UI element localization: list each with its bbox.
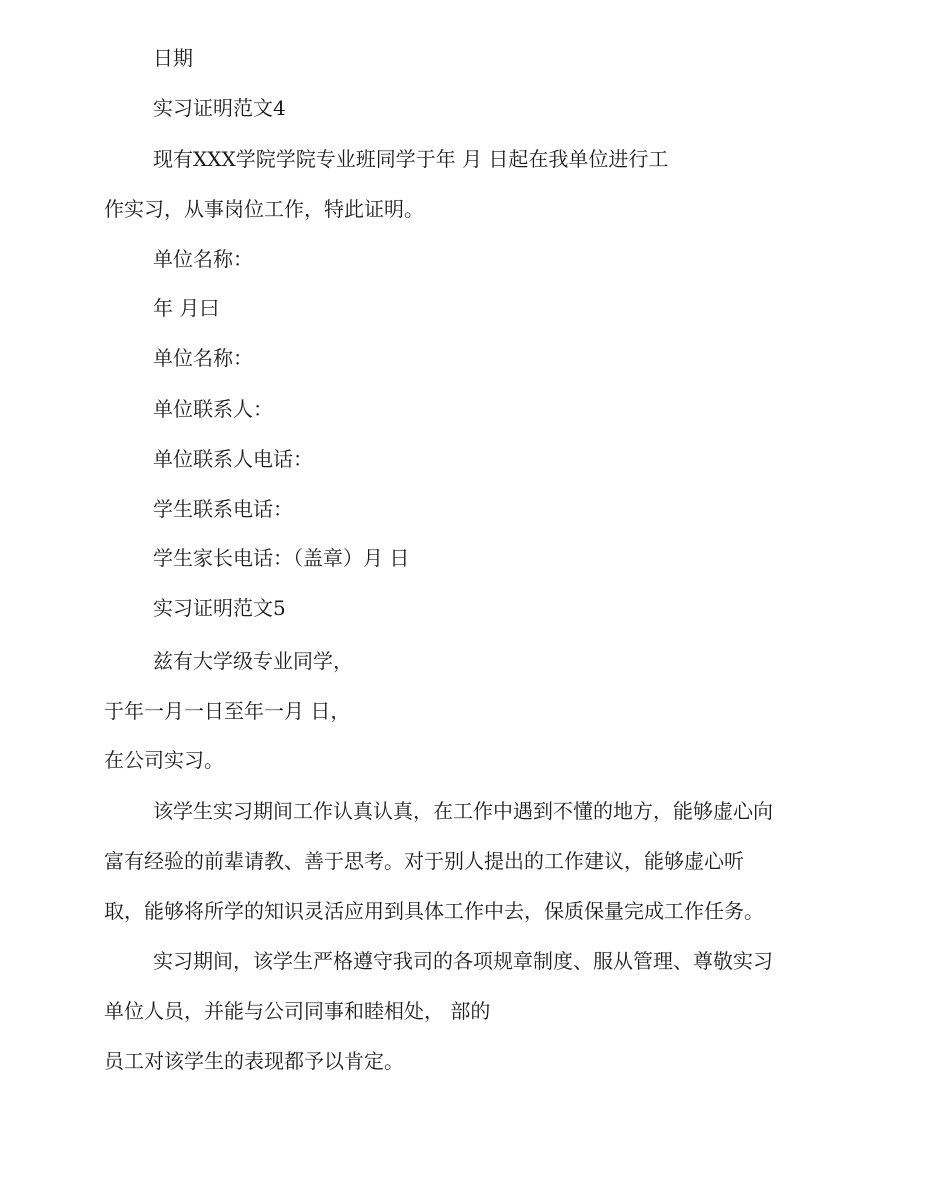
parent-phone-label: 学生家长电话：（盖章）月 日 xyxy=(153,546,410,570)
paragraph-line: 实习期间，该学生严格遵守我司的各项规章制度、服从管理、尊敬实习 xyxy=(153,949,773,973)
student-phone-label: 学生联系电话： xyxy=(153,497,293,521)
heading-sample-4: 实习证明范文4 xyxy=(153,96,286,120)
paragraph-line: 单位人员，并能与公司同事和睦相处， 部的 xyxy=(104,999,491,1023)
paragraph-line: 在公司实习。 xyxy=(104,748,224,772)
unit-name-label: 单位名称： xyxy=(153,346,253,370)
date-line: 日期 xyxy=(153,46,193,70)
heading-sample-5: 实习证明范文5 xyxy=(153,596,286,620)
paragraph-line: 富有经验的前辈请教、善于思考。对于别人提出的工作建议，能够虚心听 xyxy=(104,849,744,873)
paragraph-line: 员工对该学生的表现都予以肯定。 xyxy=(104,1049,404,1073)
date-blank-line: 年 月曰 xyxy=(153,296,220,320)
paragraph-line: 于年一月一日至年一月 日， xyxy=(104,699,351,723)
unit-contact-phone-label: 单位联系人电话： xyxy=(153,447,313,471)
unit-name-label: 单位名称： xyxy=(153,247,253,271)
paragraph-line: 作实习，从事岗位工作，特此证明。 xyxy=(104,197,424,221)
paragraph-line: 取，能够将所学的知识灵活应用到具体工作中去，保质保量完成工作任务。 xyxy=(104,899,764,923)
unit-contact-label: 单位联系人： xyxy=(153,397,273,421)
paragraph-line: 该学生实习期间工作认真认真，在工作中遇到不懂的地方，能够虚心向 xyxy=(153,799,773,823)
paragraph-line: 现有XXX学院学院专业班同学于年 月 日起在我单位进行工 xyxy=(153,147,669,171)
paragraph-line: 兹有大学级专业同学， xyxy=(153,649,353,673)
